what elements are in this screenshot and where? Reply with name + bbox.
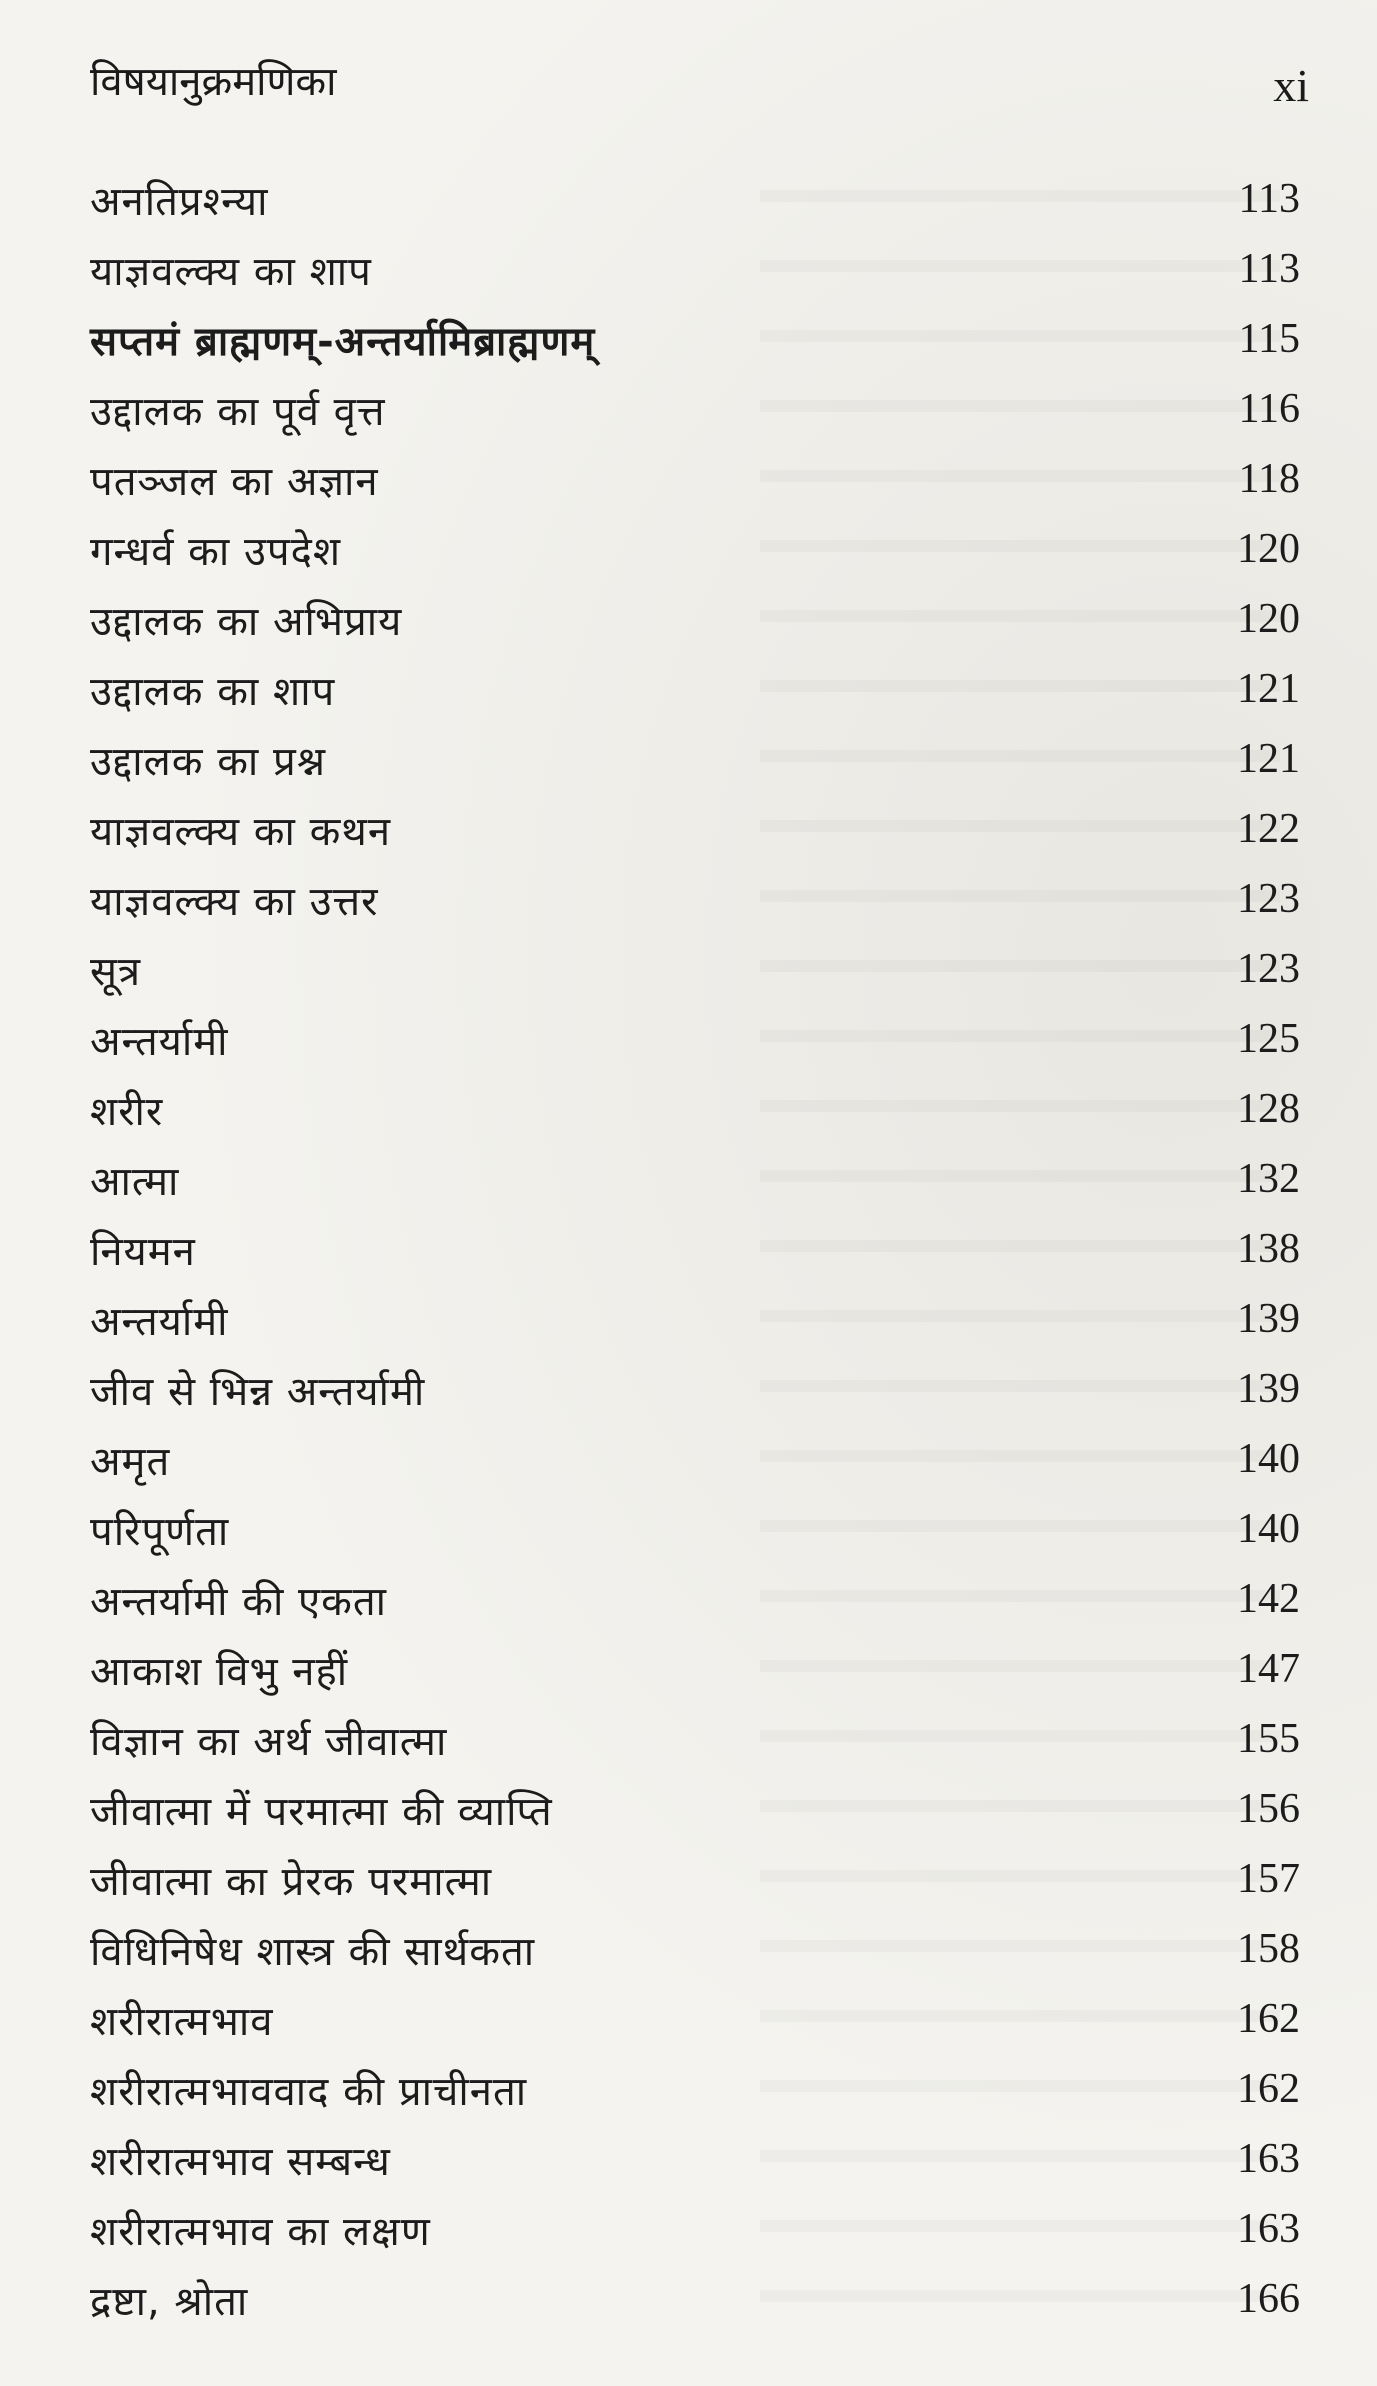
- entry-page-number: 155: [1237, 1716, 1300, 1762]
- entry-title: शरीर: [90, 1088, 164, 1135]
- entry-page-number: 158: [1237, 1926, 1300, 1972]
- entry-page-number: 121: [1237, 736, 1300, 782]
- toc-entry: [90, 2264, 1300, 2334]
- toc-entry: [90, 1634, 1300, 1704]
- entry-page-number: 125: [1237, 1016, 1300, 1062]
- entry-page-number: 118: [1238, 456, 1300, 502]
- toc-entry: [90, 1774, 1300, 1844]
- entry-page-number: 163: [1237, 2136, 1300, 2182]
- toc-entry: [90, 1284, 1300, 1354]
- entry-title: विज्ञान का अर्थ जीवात्मा: [90, 1718, 448, 1765]
- entry-page-number: 166: [1237, 2276, 1300, 2322]
- entry-title: याज्ञवल्क्य का उत्तर: [90, 878, 379, 925]
- entry-page-number: 162: [1237, 1996, 1300, 2042]
- entry-title: शरीरात्मभाव का लक्षण: [90, 2208, 431, 2255]
- toc-entry: [90, 164, 1300, 234]
- entry-title: पतञ्जल का अज्ञान: [90, 458, 379, 505]
- entry-title: उद्दालक का शाप: [90, 668, 336, 715]
- toc-entry: [90, 234, 1300, 304]
- toc-entry: [90, 1844, 1300, 1914]
- toc-entry: [90, 584, 1300, 654]
- entry-page-number: 139: [1237, 1366, 1300, 1412]
- entry-title: आकाश विभु नहीं: [90, 1648, 349, 1695]
- entry-page-number: 163: [1237, 2206, 1300, 2252]
- entry-title: अमृत: [90, 1438, 171, 1485]
- page-number: xi: [1273, 60, 1309, 111]
- toc-entry: [90, 374, 1300, 444]
- toc-entry: [90, 1704, 1300, 1774]
- entry-title: अन्तर्यामी: [90, 1298, 229, 1345]
- entry-page-number: 147: [1237, 1646, 1300, 1692]
- entry-page-number: 156: [1237, 1786, 1300, 1832]
- toc-entry: [90, 1914, 1300, 1984]
- entry-title: याज्ञवल्क्य का कथन: [90, 808, 392, 855]
- entry-title: शरीरात्मभाव: [90, 1998, 274, 2045]
- toc-entry: [90, 2054, 1300, 2124]
- entry-page-number: 120: [1237, 526, 1300, 572]
- toc-entry: [90, 934, 1300, 1004]
- section-heading: सप्तमं ब्राह्मणम्-अन्तर्यामिब्राह्मणम्: [90, 318, 596, 365]
- toc-entry: [90, 864, 1300, 934]
- entry-title: जीवात्मा का प्रेरक परमात्मा: [90, 1858, 493, 1905]
- toc-entry: [90, 1144, 1300, 1214]
- entry-title: द्रष्टा, श्रोता: [90, 2278, 249, 2325]
- entry-page-number: 162: [1237, 2066, 1300, 2112]
- entry-page-number: 139: [1237, 1296, 1300, 1342]
- toc-entry: [90, 1424, 1300, 1494]
- entry-title: आत्मा: [90, 1158, 180, 1205]
- entry-title: अनतिप्रश्न्या: [90, 178, 269, 225]
- toc-entry: [90, 1004, 1300, 1074]
- toc-entry: [90, 2194, 1300, 2264]
- toc-entry: [90, 1074, 1300, 1144]
- entry-title: गन्धर्व का उपदेश: [90, 528, 342, 575]
- entry-title: अन्तर्यामी: [90, 1018, 229, 1065]
- entry-title: शरीरात्मभाववाद की प्राचीनता: [90, 2068, 528, 2115]
- running-head: विषयानुक्रमणिका: [90, 59, 337, 105]
- entry-title: उद्दालक का पूर्व वृत्त: [90, 388, 386, 435]
- entry-page-number: 120: [1237, 596, 1300, 642]
- entry-page-number: 121: [1237, 666, 1300, 712]
- entry-title: याज्ञवल्क्य का शाप: [90, 248, 372, 295]
- toc-entry: [90, 304, 1300, 374]
- toc-entry: [90, 1564, 1300, 1634]
- toc-entry: [90, 794, 1300, 864]
- entry-page-number: 142: [1237, 1576, 1300, 1622]
- entry-title: नियमन: [90, 1228, 196, 1275]
- entry-title: अन्तर्यामी की एकता: [90, 1578, 388, 1625]
- toc-entry: [90, 654, 1300, 724]
- toc-entry: [90, 1984, 1300, 2054]
- entry-title: विधिनिषेध शास्त्र की सार्थकता: [90, 1928, 536, 1975]
- entry-page-number: 128: [1237, 1086, 1300, 1132]
- entry-page-number: 140: [1237, 1506, 1300, 1552]
- toc-entry: [90, 1494, 1300, 1564]
- toc-entry: [90, 2124, 1300, 2194]
- entry-page-number: 116: [1238, 386, 1300, 432]
- entry-page-number: 138: [1237, 1226, 1300, 1272]
- entry-title: जीव से भिन्न अन्तर्यामी: [90, 1368, 426, 1415]
- entry-page-number: 157: [1237, 1856, 1300, 1902]
- toc-entry: [90, 1354, 1300, 1424]
- entry-title: सूत्र: [90, 948, 142, 995]
- entry-title: उद्दालक का अभिप्राय: [90, 598, 403, 645]
- entry-page-number: 123: [1237, 876, 1300, 922]
- toc-entry: [90, 724, 1300, 794]
- entry-title: उद्दालक का प्रश्न: [90, 738, 327, 785]
- entry-page-number: 140: [1237, 1436, 1300, 1482]
- entry-title: जीवात्मा में परमात्मा की व्याप्ति: [90, 1788, 553, 1835]
- toc-entry: [90, 444, 1300, 514]
- toc-entry: [90, 1214, 1300, 1284]
- entry-page-number: 132: [1237, 1156, 1300, 1202]
- entry-page-number: 115: [1238, 316, 1300, 362]
- entry-title: शरीरात्मभाव सम्बन्ध: [90, 2138, 391, 2185]
- entry-page-number: 122: [1237, 806, 1300, 852]
- entry-page-number: 113: [1238, 176, 1300, 222]
- table-of-contents: [90, 164, 1300, 2334]
- entry-title: परिपूर्णता: [90, 1508, 230, 1555]
- entry-page-number: 123: [1237, 946, 1300, 992]
- entry-page-number: 113: [1238, 246, 1300, 292]
- toc-entry: [90, 514, 1300, 584]
